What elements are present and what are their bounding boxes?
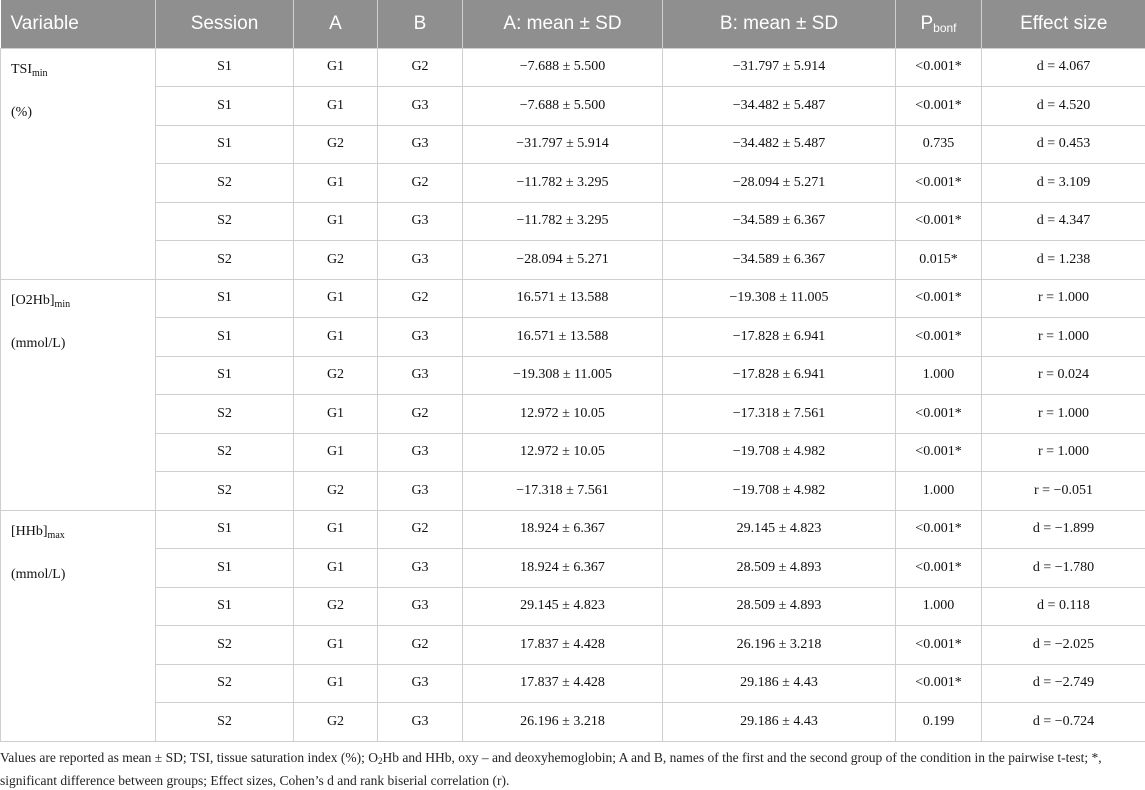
cell-group-a: G2 [294, 125, 378, 164]
header-p-bonf [896, 0, 982, 48]
variable-cell [1, 48, 156, 279]
cell-b-mean: −19.708 ± 4.982 [663, 433, 896, 472]
table-row [1, 87, 1145, 126]
header-b-mean: B: mean ± SD [663, 0, 896, 48]
variable-unit: (mmol/L) [11, 565, 155, 585]
cell-effect-size: d = 3.109 [982, 164, 1145, 203]
cell-effect-size: d = 4.067 [982, 48, 1145, 87]
cell-a-mean: 17.837 ± 4.428 [463, 626, 663, 665]
cell-p-bonf: 1.000 [896, 587, 982, 626]
cell-group-a: G1 [294, 164, 378, 203]
cell-group-b: G3 [378, 472, 463, 511]
cell-session: S1 [156, 279, 294, 318]
table-footnote [0, 748, 1135, 790]
cell-group-a: G1 [294, 87, 378, 126]
cell-p-bonf: <0.001* [896, 395, 982, 434]
cell-a-mean: −17.318 ± 7.561 [463, 472, 663, 511]
table-row [1, 510, 1145, 549]
table-row [1, 241, 1145, 280]
cell-session: S2 [156, 703, 294, 742]
cell-p-bonf: <0.001* [896, 318, 982, 357]
variable-name-main: [O2Hb] [11, 293, 55, 308]
cell-a-mean: 16.571 ± 13.588 [463, 279, 663, 318]
header-p-sub: bonf [933, 21, 956, 35]
cell-p-bonf: <0.001* [896, 664, 982, 703]
variable-name-sub: min [32, 68, 48, 79]
cell-group-a: G1 [294, 395, 378, 434]
cell-group-a: G1 [294, 48, 378, 87]
cell-group-b: G2 [378, 395, 463, 434]
footnote-o2-sub: 2 [378, 756, 383, 766]
cell-p-bonf: <0.001* [896, 510, 982, 549]
cell-p-bonf: <0.001* [896, 202, 982, 241]
variable-name-sub: min [55, 299, 71, 310]
header-variable: Variable [1, 0, 156, 48]
header-p-main: P [920, 13, 933, 34]
cell-group-a: G2 [294, 241, 378, 280]
cell-b-mean: −34.589 ± 6.367 [663, 202, 896, 241]
footnote-part2: Hb and HHb, oxy – and deoxyhemoglobin; A and B, names of the first and the second group of the condition in the pairwise t-test; *, significant difference between groups; Effect sizes, Cohen’s d and rank biserial correlation (r). [0, 750, 1102, 788]
cell-p-bonf: 1.000 [896, 356, 982, 395]
header-row [1, 0, 1145, 48]
cell-session: S1 [156, 356, 294, 395]
cell-effect-size: d = 4.347 [982, 202, 1145, 241]
header-session: Session [156, 0, 294, 48]
variable-name-main: [HHb] [11, 524, 48, 539]
cell-group-b: G3 [378, 125, 463, 164]
cell-group-b: G3 [378, 318, 463, 357]
cell-effect-size: r = −0.051 [982, 472, 1145, 511]
cell-group-a: G1 [294, 626, 378, 665]
cell-b-mean: 26.196 ± 3.218 [663, 626, 896, 665]
table-row [1, 664, 1145, 703]
cell-session: S2 [156, 202, 294, 241]
cell-b-mean: −34.589 ± 6.367 [663, 241, 896, 280]
variable-unit: (%) [11, 103, 155, 123]
cell-group-a: G1 [294, 664, 378, 703]
cell-a-mean: 12.972 ± 10.05 [463, 433, 663, 472]
cell-b-mean: −17.828 ± 6.941 [663, 356, 896, 395]
cell-a-mean: 16.571 ± 13.588 [463, 318, 663, 357]
cell-a-mean: −7.688 ± 5.500 [463, 87, 663, 126]
cell-p-bonf: <0.001* [896, 279, 982, 318]
cell-group-b: G3 [378, 587, 463, 626]
cell-effect-size: r = 1.000 [982, 395, 1145, 434]
cell-a-mean: 17.837 ± 4.428 [463, 664, 663, 703]
cell-group-b: G2 [378, 510, 463, 549]
footnote-part1: Values are reported as mean ± SD; TSI, tissue saturation index (%); O [0, 750, 378, 765]
cell-group-b: G2 [378, 279, 463, 318]
cell-effect-size: d = −1.899 [982, 510, 1145, 549]
cell-group-b: G3 [378, 87, 463, 126]
table-row [1, 395, 1145, 434]
variable-unit: (mmol/L) [11, 334, 155, 354]
cell-a-mean: −31.797 ± 5.914 [463, 125, 663, 164]
variable-name [11, 60, 155, 84]
table-row [1, 202, 1145, 241]
cell-group-a: G2 [294, 356, 378, 395]
variable-cell [1, 510, 156, 741]
cell-b-mean: 29.145 ± 4.823 [663, 510, 896, 549]
cell-effect-size: d = 1.238 [982, 241, 1145, 280]
cell-b-mean: −34.482 ± 5.487 [663, 87, 896, 126]
cell-a-mean: 12.972 ± 10.05 [463, 395, 663, 434]
cell-group-b: G3 [378, 202, 463, 241]
cell-b-mean: −19.308 ± 11.005 [663, 279, 896, 318]
cell-session: S2 [156, 241, 294, 280]
cell-session: S2 [156, 395, 294, 434]
cell-b-mean: 28.509 ± 4.893 [663, 587, 896, 626]
header-b: B [378, 0, 463, 48]
table-header [1, 0, 1145, 48]
cell-p-bonf: 0.735 [896, 125, 982, 164]
cell-a-mean: −11.782 ± 3.295 [463, 164, 663, 203]
cell-group-b: G2 [378, 164, 463, 203]
cell-b-mean: −17.318 ± 7.561 [663, 395, 896, 434]
cell-group-b: G2 [378, 626, 463, 665]
cell-b-mean: 29.186 ± 4.43 [663, 664, 896, 703]
cell-session: S1 [156, 125, 294, 164]
cell-session: S2 [156, 664, 294, 703]
cell-a-mean: −28.094 ± 5.271 [463, 241, 663, 280]
cell-session: S2 [156, 626, 294, 665]
table-row [1, 164, 1145, 203]
cell-effect-size: r = 1.000 [982, 279, 1145, 318]
cell-effect-size: d = −0.724 [982, 703, 1145, 742]
cell-a-mean: −11.782 ± 3.295 [463, 202, 663, 241]
table-row [1, 125, 1145, 164]
cell-session: S1 [156, 48, 294, 87]
variable-name [11, 522, 155, 546]
cell-a-mean: 26.196 ± 3.218 [463, 703, 663, 742]
cell-b-mean: −31.797 ± 5.914 [663, 48, 896, 87]
cell-group-a: G2 [294, 703, 378, 742]
cell-p-bonf: <0.001* [896, 433, 982, 472]
cell-b-mean: 28.509 ± 4.893 [663, 549, 896, 588]
cell-effect-size: d = −2.749 [982, 664, 1145, 703]
cell-group-a: G1 [294, 202, 378, 241]
cell-a-mean: −7.688 ± 5.500 [463, 48, 663, 87]
variable-name-main: TSI [11, 62, 32, 77]
cell-p-bonf: <0.001* [896, 626, 982, 665]
cell-p-bonf: <0.001* [896, 48, 982, 87]
cell-b-mean: 29.186 ± 4.43 [663, 703, 896, 742]
cell-group-b: G3 [378, 241, 463, 280]
table-row [1, 318, 1145, 357]
cell-group-a: G2 [294, 472, 378, 511]
cell-a-mean: 18.924 ± 6.367 [463, 510, 663, 549]
cell-group-b: G2 [378, 48, 463, 87]
cell-group-a: G1 [294, 549, 378, 588]
cell-effect-size: d = 0.453 [982, 125, 1145, 164]
cell-group-a: G1 [294, 510, 378, 549]
header-a: A [294, 0, 378, 48]
cell-p-bonf: 0.199 [896, 703, 982, 742]
cell-b-mean: −34.482 ± 5.487 [663, 125, 896, 164]
cell-session: S1 [156, 87, 294, 126]
cell-group-a: G1 [294, 318, 378, 357]
cell-group-b: G3 [378, 356, 463, 395]
cell-group-b: G3 [378, 549, 463, 588]
cell-effect-size: r = 1.000 [982, 433, 1145, 472]
cell-effect-size: r = 0.024 [982, 356, 1145, 395]
table-row [1, 48, 1145, 87]
table-row [1, 433, 1145, 472]
table-row [1, 472, 1145, 511]
cell-group-a: G2 [294, 587, 378, 626]
table-row [1, 587, 1145, 626]
variable-cell [1, 279, 156, 510]
cell-p-bonf: <0.001* [896, 549, 982, 588]
cell-effect-size: d = 4.520 [982, 87, 1145, 126]
cell-effect-size: d = −2.025 [982, 626, 1145, 665]
cell-session: S2 [156, 433, 294, 472]
table-row [1, 549, 1145, 588]
table-row [1, 703, 1145, 742]
cell-p-bonf: 1.000 [896, 472, 982, 511]
table-row [1, 626, 1145, 665]
cell-effect-size: d = −1.780 [982, 549, 1145, 588]
cell-group-b: G3 [378, 433, 463, 472]
cell-group-b: G3 [378, 664, 463, 703]
header-a-mean: A: mean ± SD [463, 0, 663, 48]
cell-group-a: G1 [294, 279, 378, 318]
cell-a-mean: −19.308 ± 11.005 [463, 356, 663, 395]
cell-session: S2 [156, 164, 294, 203]
cell-p-bonf: <0.001* [896, 164, 982, 203]
cell-group-b: G3 [378, 703, 463, 742]
cell-effect-size: r = 1.000 [982, 318, 1145, 357]
cell-session: S1 [156, 587, 294, 626]
cell-effect-size: d = 0.118 [982, 587, 1145, 626]
cell-session: S1 [156, 549, 294, 588]
variable-name-sub: max [48, 530, 65, 541]
cell-b-mean: −17.828 ± 6.941 [663, 318, 896, 357]
header-effect-size: Effect size [982, 0, 1145, 48]
cell-p-bonf: <0.001* [896, 87, 982, 126]
cell-a-mean: 18.924 ± 6.367 [463, 549, 663, 588]
cell-b-mean: −28.094 ± 5.271 [663, 164, 896, 203]
cell-group-a: G1 [294, 433, 378, 472]
cell-b-mean: −19.708 ± 4.982 [663, 472, 896, 511]
table-body [1, 48, 1145, 741]
cell-session: S2 [156, 472, 294, 511]
cell-a-mean: 29.145 ± 4.823 [463, 587, 663, 626]
cell-p-bonf: 0.015* [896, 241, 982, 280]
table-row [1, 279, 1145, 318]
cell-session: S1 [156, 318, 294, 357]
variable-name [11, 291, 155, 315]
cell-session: S1 [156, 510, 294, 549]
table-row [1, 356, 1145, 395]
